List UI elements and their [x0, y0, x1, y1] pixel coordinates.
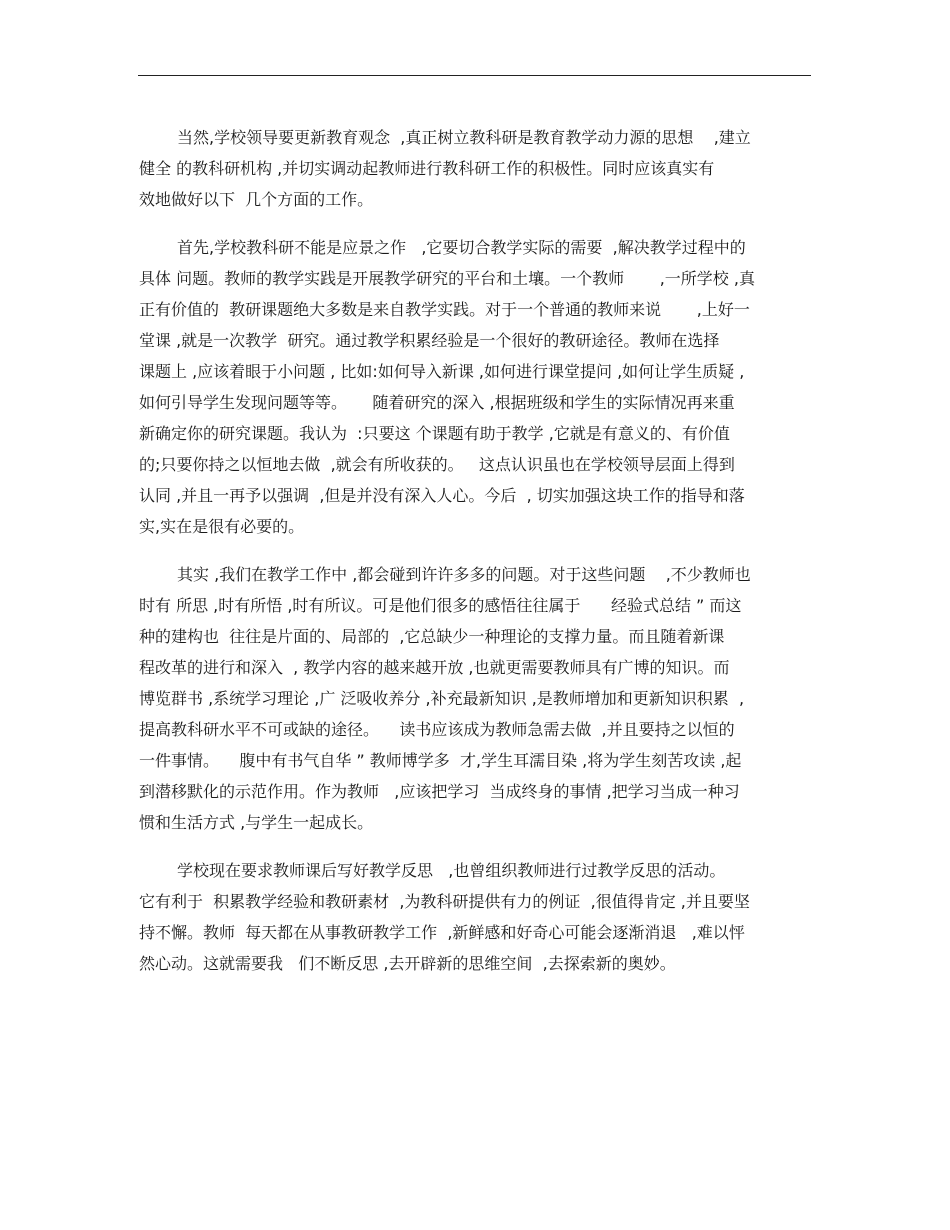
paragraph-line: 其实 ,我们在教学工作中 ,都会碰到许许多多的问题。对于这些问题 ,不少教师也: [177, 565, 751, 584]
header-rule: [138, 75, 811, 76]
paragraph-2: [139, 232, 811, 542]
paragraph-4: [139, 855, 811, 979]
paragraph-line: 如何引导学生发现问题等等。 随着研究的深入 ,根据班级和学生的实际情况再来重: [139, 393, 735, 412]
paragraph-line: 认同 ,并且一再予以强调 ,但是并没有深入人心。今后 , 切实加强这块工作的指导和落: [139, 486, 745, 505]
paragraph-1: [139, 122, 811, 215]
paragraph-line: 时有 所思 ,时有所悟 ,时有所议。可是他们很多的感悟往往属于 经验式总结 ” 而这: [139, 596, 742, 615]
paragraph-line: 实,实在是很有必要的。: [139, 517, 305, 536]
paragraph-line: 学校现在要求教师课后写好教学反思 ,也曾组织教师进行过教学反思的活动。: [177, 861, 726, 880]
paragraph-line: 堂课 ,就是一次教学 研究。通过教学积累经验是一个很好的教研途径。教师在选择: [139, 331, 720, 350]
paragraph-line: 到潜移默化的示范作用。作为教师 ,应该把学习 当成终身的事情 ,把学习当成一种习: [139, 782, 740, 801]
paragraph-line: 种的建构也 往往是片面的、局部的 ,它总缺少一种理论的支撑力量。而且随着新课: [139, 627, 725, 646]
paragraph-line: 持不懈。教师 每天都在从事教研教学工作 ,新鲜感和好奇心可能会逐渐消退 ,难以怦: [139, 923, 745, 942]
paragraph-3: [139, 559, 811, 838]
paragraph-line: 它有利于 积累教学经验和教研素材 ,为教科研提供有力的例证 ,很值得肯定 ,并且要坚: [139, 892, 750, 911]
paragraph-line: 效地做好以下 几个方面的工作。: [139, 190, 374, 209]
paragraph-line: 博览群书 ,系统学习理论 ,广 泛吸收养分 ,补充最新知识 ,是教师增加和更新知识积累 ,: [139, 689, 745, 708]
document-body: [139, 122, 811, 996]
paragraph-line: 一件事情。 腹中有书气自华 ” 教师博学多 才,学生耳濡目染 ,将为学生刻苦攻读 ,起: [139, 751, 742, 770]
paragraph-line: 首先,学校教科研不能是应景之作 ,它要切合教学实际的需要 ,解决教学过程中的: [177, 238, 746, 257]
paragraph-line: 提高教科研水平不可或缺的途径。 读书应该成为教师急需去做 ,并且要持之以恒的: [139, 720, 735, 739]
paragraph-line: 课题上 ,应该着眼于小问题 , 比如:如何导入新课 ,如何进行课堂提问 ,如何让学生质疑 ,: [139, 362, 745, 381]
paragraph-line: 惯和生活方式 ,与学生一起成长。: [139, 813, 374, 832]
paragraph-line: 当然,学校领导要更新教育观念 ,真正树立教科研是教育教学动力源的思想 ,建立: [177, 128, 751, 147]
paragraph-line: 正有价值的 教研课题绝大多数是来自教学实践。对于一个普通的教师来说 ,上好一: [139, 300, 750, 319]
paragraph-line: 程改革的进行和深入 , 教学内容的越来越开放 ,也就更需要教师具有广博的知识。而: [139, 658, 730, 677]
paragraph-line: 健全 的教科研机构 ,并切实调动起教师进行教科研工作的积极性。同时应该真实有: [139, 159, 715, 178]
paragraph-line: 的;只要你持之以恒地去做 ,就会有所收获的。 这点认识虽也在学校领导层面上得到: [139, 455, 735, 474]
paragraph-line: 新确定你的研究课题。我认为 :只要这 个课题有助于教学 ,它就是有意义的、有价值: [139, 424, 730, 443]
paragraph-line: 然心动。这就需要我 们不断反思 ,去开辟新的思维空间 ,去探索新的奥妙。: [139, 954, 676, 973]
paragraph-line: 具体 问题。教师的教学实践是开展教学研究的平台和土壤。一个教师 ,一所学校 ,真: [139, 269, 755, 288]
